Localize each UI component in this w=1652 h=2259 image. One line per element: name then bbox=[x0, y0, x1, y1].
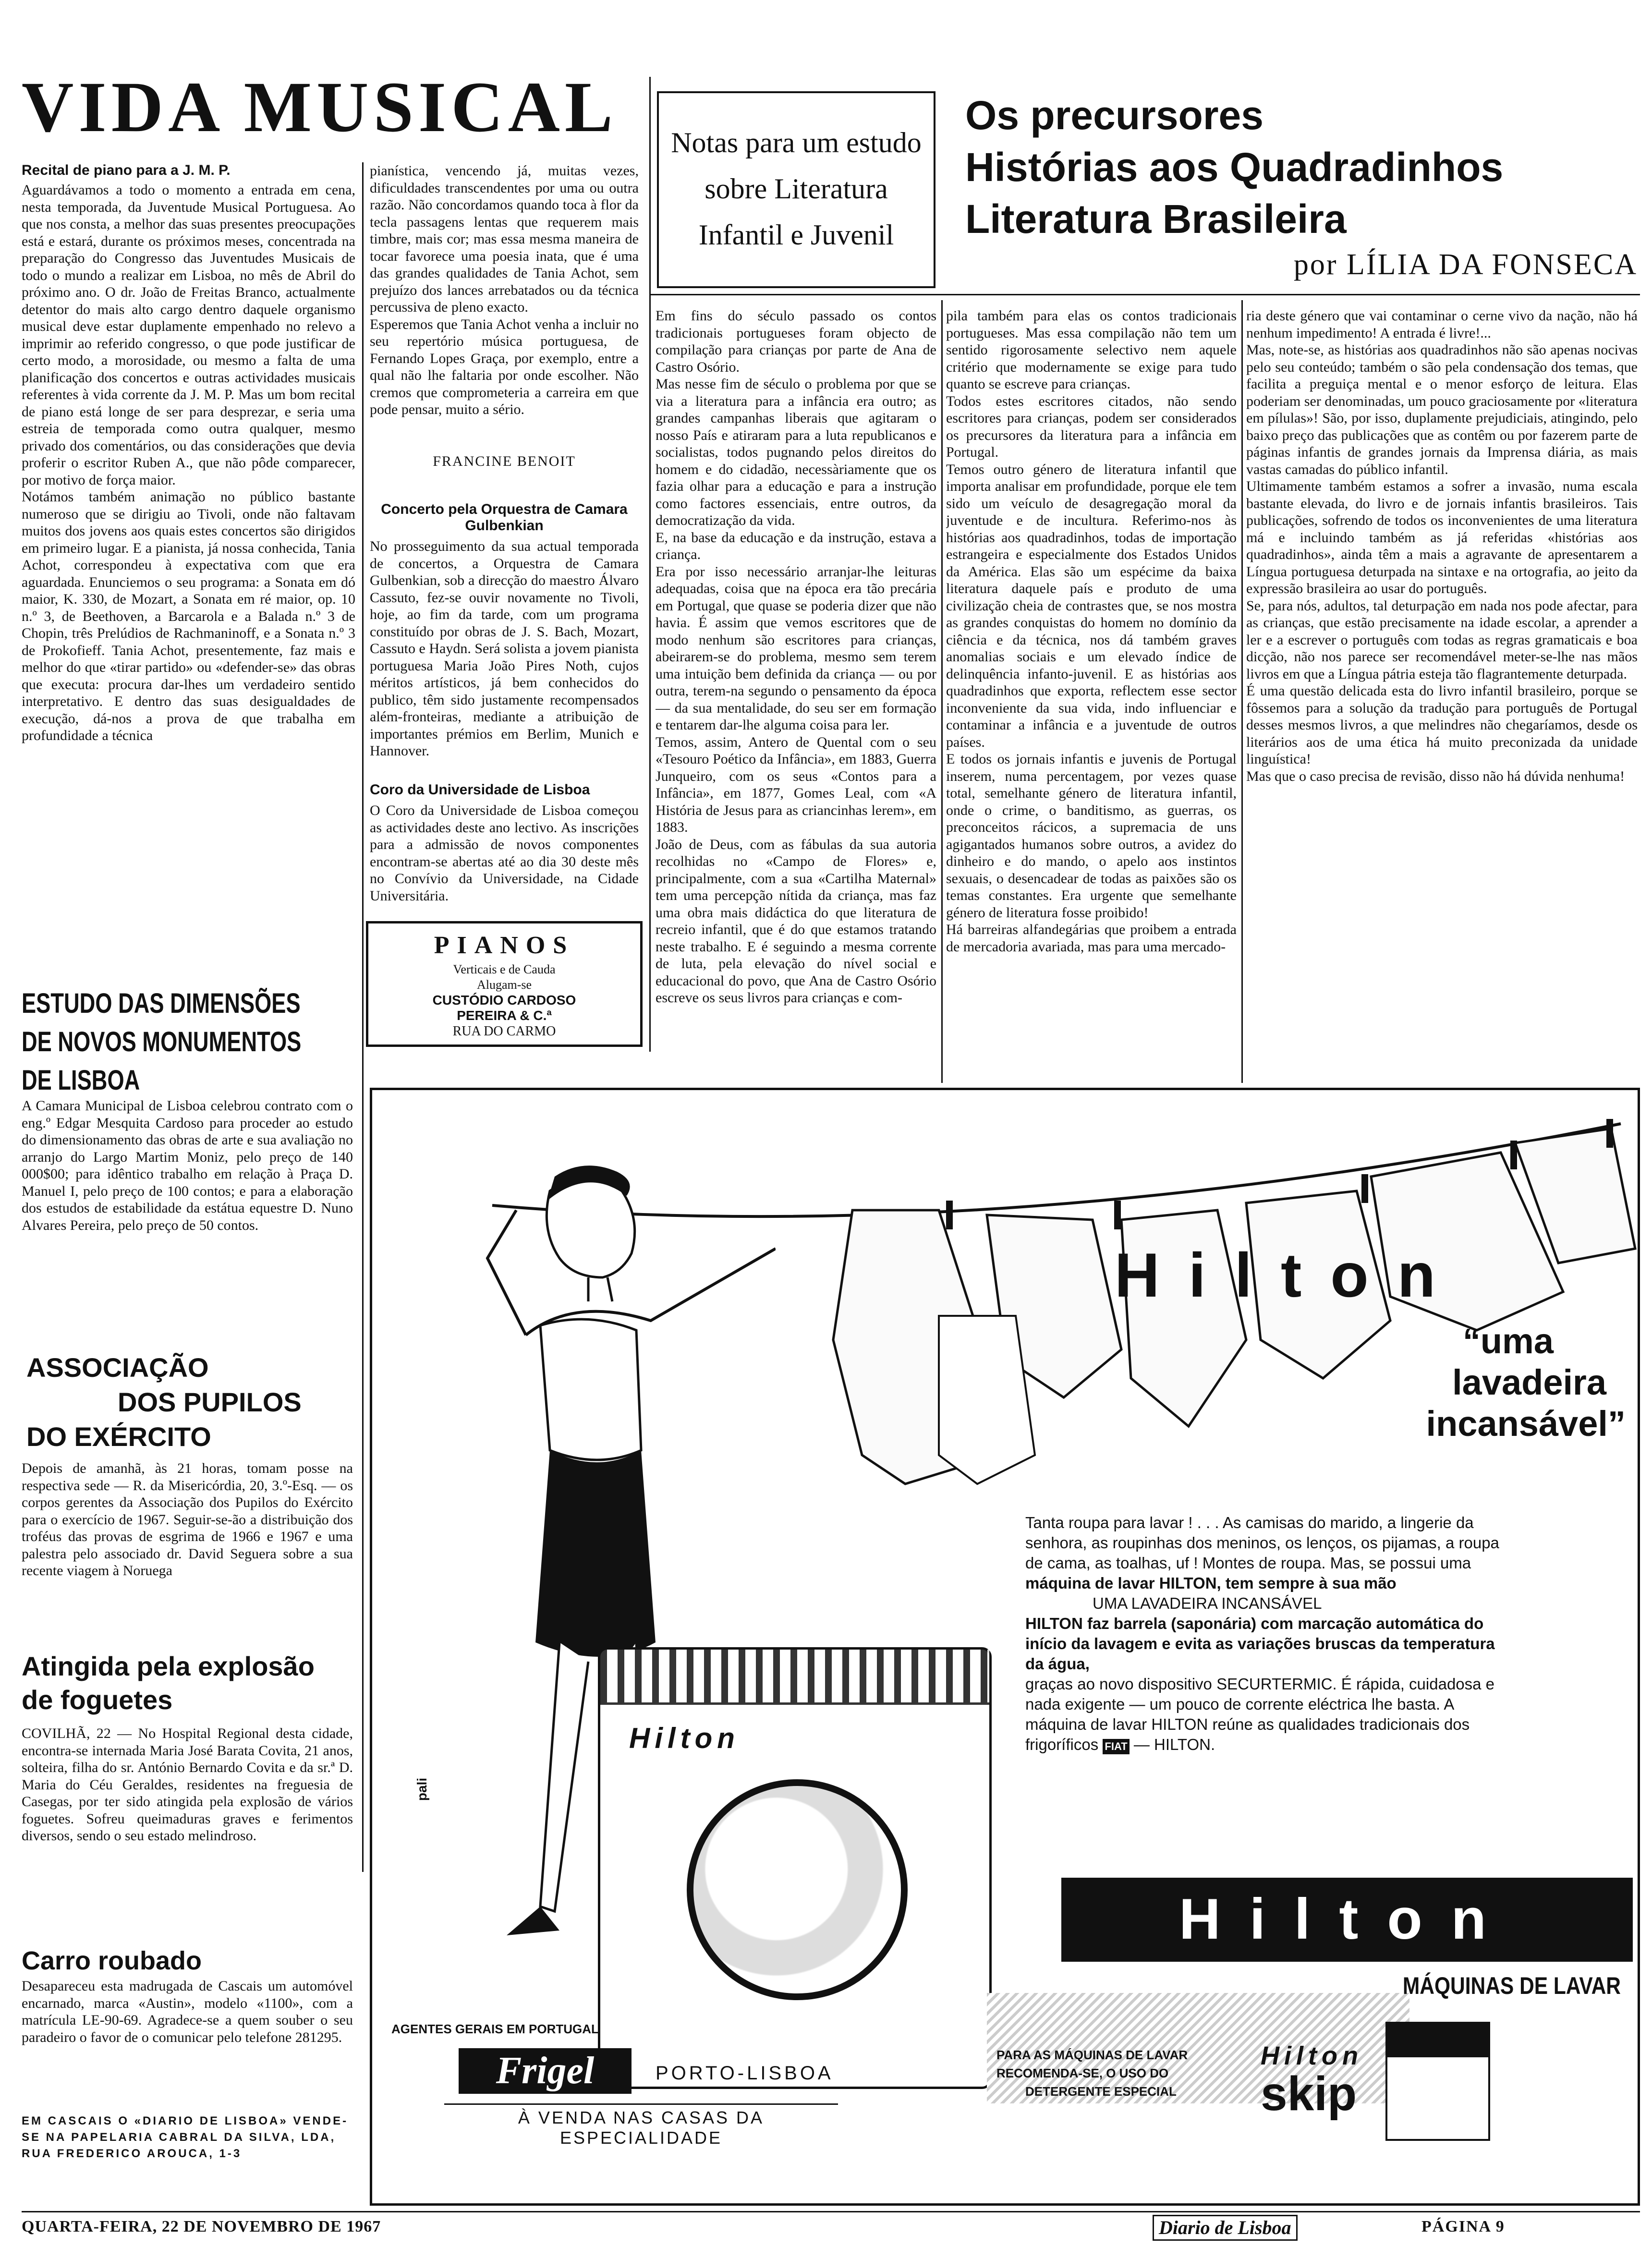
hilton-banner bbox=[1061, 1878, 1633, 1962]
notas-line2: sobre Literatura bbox=[705, 173, 888, 205]
carro-body: Desapareceu esta madrugada de Cascais um automóvel encarnado, marca «Austin», modelo «1100», com a matrícula LE-90-69. Agradece-se a quem souber o seu paradeiro o favor de o comunicar pelo telefone 281295. bbox=[22, 1978, 353, 2045]
estudo-line2: DE NOVOS MONUMENTOS bbox=[22, 1026, 302, 1057]
ad-copy bbox=[1025, 1513, 1506, 1755]
slogan-line2: lavadeira bbox=[1452, 1362, 1606, 1402]
footer-paper: Diario de Lisboa bbox=[1153, 2215, 1298, 2241]
ad-copy-5-text: graças ao novo dispositivo SECURTERMIC. É rápida, cuidadosa e nada exigente — um pouco de corrente eléctrica lhe basta. A máquina de lavar HILTON reúne as qualidades tradicionais dos frigoríficos bbox=[1025, 1675, 1495, 1753]
precursores-col3: ria deste género que vai contaminar o cerne vivo da nação, não há nenhum impedimento! A entrada é livre!... Mas, note-se, as histórias aos quadradinhos não são apenas nocivas pelo seu conteúdo; também o são pela condensação dos temas, que facilita a preguiça mental e o menor esforço de leitura. Elas poderiam ser denominadas, um pouco graciosamente por «literatura em pílulas»! São, por isso, duplamente prejudiciais, atingindo, pelo baixo preço das publicações que as contêm ou por fazerem parte de páginas infantis de grandes jornais da Imprensa diária, as mais vastas camadas do público infantil. Ultimamente também estamos a sofrer a invasão, numa escala bastante elevada, do livro e de jornais infantis brasileiros. Tais publicações, sofrendo de todos os inconvenientes de uma literatura má e incluindo também as já referidas «histórias aos quadradinhos», ainda têm a mais a agravante de apresentarem a Língua portuguesa deturpada na sintaxe e na ortografia, ao jeito da expressão brasileira ao usar do português. Se, para nós, adultos, tal deturpação em nada nos pode afectar, para as crianças, que estão precisamente na idade escolar, a aprender a ler e a escrever o português com todas as regras gramaticais e boa dicção, não nos parece ser recomendável meter-se-lhe nas mãos livros em que a Língua pátria esteja tão flagrantemente deturpada. É uma questão delicada esta do livro infantil brasileiro, porque se fôssemos para a solução da tradução para português de Portugal desses mesmos livros, a que melindres não chegaríamos, desde os literários aos de uma ética há muito preconizada da unidade linguística! Mas que o caso precisa de revisão, disso não há dúvida nenhuma! bbox=[1246, 308, 1638, 784]
estudo-headline bbox=[22, 984, 353, 1100]
col-rule-3 bbox=[941, 300, 943, 1083]
precursores-col1: Em fins do século passado os contos tradicionais portugueses foram objecto de compilação para crianças por parte de Ana de Castro Osório. Mas nesse fim de século o problema por que se via a literatura para a infância era outro; as grandes campanhas liberais que agitaram o nosso País e atiraram para a luta republicanos e socialistas, todos pugnando pelos direitos do homem e do cidadão, necessàriamente que os fazia olhar para a educação e para a instrução como factores essenciais, entre outros, da democratização da vida. E, na base da educação e da instrução, estava a criança. Era por isso necessário arranjar-lhe leituras adequadas, coisa que na época era tão precária em Portugal, que quase se poderia dizer que não havia. É assim que vemos escritores que de modo nenhum são escritores para crianças, abeirarem-se do problema, mesmo sem terem uma intuição bem definida da criança — ou por outra, terem-na segundo o pensamento da época — da sua mentalidade, do seu ser em formação e tentarem dar-lhe alguma coisa para ler. Temos, assim, Antero de Quental com o seu «Tesouro Poético da Infância», em 1883, Guerra Junqueiro, com os seus «Contos para a Infância», em 1877, Gomes Leal, com «A História de Jesus para as criancinhas lerem», em 1883. João de Deus, com as fábulas da sua autoria recolhidas no «Campo de Flores» e, principalmente, com a sua «Cartilha Maternal» tem uma percepção nítida da criança, mas faz uma obra mais didáctica do que literatura de recreio infantil, que é do que estamos tratando neste trabalho. E é seguindo a mesma corrente de luta, pela elevação do nível social e educacional do povo, que Ana de Castro Osório escreve os seus livros para crianças e com- bbox=[656, 308, 936, 1006]
ad-copy-5 bbox=[1025, 1675, 1494, 1753]
agentes-label: AGENTES GERAIS EM PORTUGAL bbox=[391, 2022, 599, 2036]
ad-copy-4: HILTON faz barrela (saponária) com marcação automática do início da lavagem e evita as variações bruscas da temperatura da água, bbox=[1025, 1615, 1495, 1673]
pupilos-headline bbox=[22, 1350, 353, 1454]
machine-door bbox=[687, 1779, 908, 2000]
peg-1 bbox=[946, 1201, 953, 1229]
vida-col2-text: pianística, vencendo já, muitas vezes, dificuldades transcendentes por uma ou outra razão. Não concordamos quando toca à flor da tecla passagens lentas que requerem mais timbre, mais cor; mas essa mesma maneira de tocar favorece uma poesia inata, que é uma das grandes qualidades de Tania Achot, sem prejuízo dos lances arrebatados ou da técnica percussiva de pleno exacto. Esperemos que Tania Achot venha a incluir no seu repertório música portuguesa, de Fernando Lopes Graça, por exemplo, entre a qual não lhe faltaria por onde escolher. Não cremos que comprometeria a carreira em que pode pensar, muito a sério. bbox=[370, 163, 639, 417]
pianos-line1: Verticais e de Cauda bbox=[453, 962, 556, 976]
slogan bbox=[1189, 1321, 1626, 1445]
estudo-body: A Camara Municipal de Lisboa celebrou contrato com o eng.º Edgar Mesquita Cardoso para proceder ao estudo do dimensionamento das obras de arte e sua avaliação no arranjo do Largo Martim Moniz, pelo preço de 140 000$00; para idêntico trabalho em relação à Praça D. Manuel I, pelo preço de 100 contos; e para a elaboração dos estudos de estabilidade da estátua equestre D. Nuno Alvares Pereira, pelo preço de 50 contos. bbox=[22, 1098, 353, 1233]
vida-sub-coro: Coro da Universidade de Lisboa bbox=[370, 782, 590, 798]
control-panel bbox=[600, 1650, 989, 1705]
footer-page: PÁGINA 9 bbox=[1421, 2218, 1505, 2235]
notas-line1: Notas para um estudo bbox=[671, 127, 922, 158]
vida-musical-title: VIDA MUSICAL bbox=[22, 67, 618, 147]
slogan-line3: incansável” bbox=[1426, 1404, 1626, 1444]
precursores-line2: Histórias aos Quadradinhos bbox=[965, 145, 1504, 190]
atingida-headline bbox=[22, 1650, 353, 1717]
peg-4 bbox=[1510, 1141, 1517, 1169]
col-rule-2 bbox=[649, 77, 651, 1052]
maquinas-label: MÁQUINAS DE LAVAR bbox=[1402, 1972, 1621, 1999]
pupilos-body: Depois de amanhã, às 21 horas, tomam posse na respectiva sede — R. da Misericórdia, 20, 3.º-Esq. — os corpos gerentes da Associação dos Pupilos do Exército para o exercício de 1967. Seguir-se-ão a distribuição dos troféus das provas de esgrima de 1966 e 1967 e uma palestra pelo associado dr. David Seguera sobre a sua recente viagem à Noruega bbox=[22, 1460, 353, 1579]
skip-copy-1: PARA AS MÁQUINAS DE LAVAR bbox=[996, 2048, 1188, 2062]
skip-box-top bbox=[1387, 2024, 1488, 2057]
cascais-notice: EM CASCAIS O «DIARIO DE LISBOA» VENDE-SE NA PAPELARIA CABRAL DA SILVA, LDA, RUA FREDERICO AROUCA, 1-3 bbox=[22, 2114, 349, 2160]
precursores-col2: pila também para elas os contos tradicionais portugueses. Mas essa compilação não tem um sentido rigorosamente selectivo nem aquele critério que modernamente se exige para tudo quanto se escreve para crianças. Todos estes escritores citados, não sendo escritores para crianças, podem ser considerados os precursores da literatura para a infância em Portugal. Temos outro género de literatura infantil que importa analisar em profundidade, porque ele tem sido um veículo de desagregação moral da juventude e de incultura. Referimo-nos às histórias aos quadradinhos, todas de importação estrangeira e especialmente dos Estados Unidos da América. Elas são um espécime da baixa literatura daquele país e produto de uma civilização cheia de contrastes que, se nos mostra as grandes conquistas do homem no domínio da ciência e da técnica, nos dá também graves anomalias sociais e um elevado índice de delinquência infanto-juvenil. E as histórias aos quadradinhos que exporta, reflectem esse sector inconveniente da sua vida, indo influenciar e contaminar a infância e a juventude de outros países. E todos os jornais infantis e juvenis de Portugal inserem, numa percentagem, por vezes quase total, semelhante género de literatura infantil, onde o crime, o banditismo, as guerras, os preconceitos rácicos, a supremacia de uns agigantados humanos sobre outros, a avidez do dinheiro e do mando, o apelo aos instintos sexuais, o desencadear de todas as paixões são os temas constantes. Era urgente que semelhante género de literatura fosse proibido! Há barreiras alfandegárias que proibem a entrada de mercadoria avariada, mas para uma mercado- bbox=[946, 308, 1237, 955]
precursores-rule bbox=[651, 294, 1640, 295]
pupilos-line3: DO EXÉRCITO bbox=[26, 1421, 211, 1452]
skip-logo: skip bbox=[1261, 2067, 1357, 2121]
banner-brand: Hilton bbox=[1179, 1887, 1515, 1951]
slogan-line1: “uma bbox=[1462, 1321, 1554, 1361]
peg-2 bbox=[1114, 1201, 1121, 1229]
skip-hilton: Hilton bbox=[1261, 2041, 1363, 2070]
vida-signature: FRANCINE BENOIT bbox=[433, 453, 576, 469]
vida-col2c-text: O Coro da Universidade de Lisboa começou as actividades deste ano lectivo. As inscrições para a admissão de novos componentes encontram-se abertas até ao dia 30 deste mês no Convívio da Universidade, na Cidade Universitária. bbox=[370, 802, 639, 904]
pianos-line5: RUA DO CARMO bbox=[452, 1024, 556, 1039]
precursores-line1: Os precursores bbox=[965, 93, 1263, 138]
pianos-line4: PEREIRA & C.ª bbox=[457, 1008, 552, 1023]
estudo-line1: ESTUDO DAS DIMENSÕES bbox=[22, 988, 301, 1019]
pianos-line3: CUSTÓDIO CARDOSO bbox=[432, 993, 576, 1008]
ad-copy-1: Tanta roupa para lavar ! . . . As camisas do marido, a lingerie da senhora, as roupinhas dos meninos, os lenços, os pijamas, a roupa de cama, as toalhas, uf ! Montes de roupa. Mas, se possui uma bbox=[1025, 1514, 1499, 1572]
pali-signature: pali bbox=[414, 1777, 430, 1801]
washing-machine bbox=[598, 1647, 992, 2089]
skip-copy-2: RECOMENDA-SE, O USO DO bbox=[996, 2066, 1169, 2080]
frigel-logo: Frigel bbox=[459, 2048, 632, 2094]
fiat-badge: FIAT bbox=[1103, 1739, 1129, 1754]
ad-copy-6: — HILTON. bbox=[1133, 1736, 1215, 1753]
machine-brand: Hilton bbox=[629, 1722, 740, 1754]
skip-copy-3: DETERGENTE ESPECIAL bbox=[1025, 2084, 1177, 2099]
vida-col2b-text: No prosseguimento da sua actual temporada de concertos, a Orquestra de Camara Gulbenkian, sob a direcção do maestro Álvaro Cassuto, fez-se ouvir novamente no Tivoli, hoje, ao fim da tarde, com um programa constituído por obras de J. S. Bach, Mozart, Cassuto e Haydn. Será solista a jovem pianista portuguesa Maria João Pires Noth, cujos méritos artísticos, já bem conhecidos do publico, têm sido justamente recompensados além-fronteiras, mediante a atribuição de importantes prémios em Berlim, Munich e Hannover. bbox=[370, 538, 639, 759]
ad-copy-2: máquina de lavar HILTON, tem sempre à sua mão bbox=[1025, 1574, 1397, 1592]
footer-date: QUARTA-FEIRA, 22 DE NOVEMBRO DE 1967 bbox=[22, 2218, 381, 2235]
precursores-byline: por LÍLIA DA FONSECA bbox=[1293, 248, 1638, 281]
carro-title: Carro roubado bbox=[22, 1946, 202, 1975]
vida-sub-gulbenkian: Concerto pela Orquestra de Camara Gulbenkian bbox=[381, 501, 628, 534]
footer-rule bbox=[22, 2211, 1640, 2212]
pupilos-line1: ASSOCIAÇÃO bbox=[26, 1352, 209, 1383]
col-rule-4 bbox=[1241, 300, 1243, 1083]
atingida-body: COVILHÃ, 22 — No Hospital Regional desta cidade, encontra-se internada Maria José Barata Covita, 21 anos, solteira, filha do sr. António Bernardo Covita e da sr.ª D. Maria do Céu Geraldes, residentes na freguesia de Casegas, por ter sido atingida pela explosão de vários foguetes. Sofreu queimaduras graves e ferimentos diversos, sendo o seu estado melindroso. bbox=[22, 1725, 353, 1844]
col-rule-1 bbox=[362, 162, 364, 1872]
ad-copy-3: UMA LAVADEIRA INCANSÁVEL bbox=[1093, 1594, 1322, 1612]
pianos-ad bbox=[366, 921, 643, 1047]
pianos-line2: Alugam-se bbox=[476, 978, 532, 992]
venda-label: À VENDA NAS CASAS DA ESPECIALIDADE bbox=[444, 2103, 838, 2148]
notas-line3: Infantil e Juvenil bbox=[698, 219, 894, 251]
atingida-line1: Atingida pela explosão bbox=[22, 1651, 315, 1681]
porto-lisboa: PORTO-LISBOA bbox=[656, 2063, 834, 2084]
precursores-line3: Literatura Brasileira bbox=[965, 196, 1347, 242]
hilton-ad bbox=[370, 1088, 1640, 2206]
pupilos-line2: DOS PUPILOS bbox=[118, 1387, 302, 1417]
skip-copy bbox=[996, 2046, 1246, 2101]
pianos-title: PIANOS bbox=[434, 932, 575, 959]
peg-5 bbox=[1606, 1119, 1613, 1148]
hilton-logo: Hilton bbox=[1114, 1240, 1465, 1310]
peg-3 bbox=[1361, 1174, 1368, 1203]
notas-box bbox=[657, 91, 935, 288]
vida-sub-recital: Recital de piano para a J. M. P. bbox=[22, 162, 231, 178]
skip-box bbox=[1385, 2022, 1490, 2141]
atingida-line2: de foguetes bbox=[22, 1685, 173, 1715]
vida-col1-text: Aguardávamos a todo o momento a entrada em cena, nesta temporada, da Juventude Musical Portuguesa. Ao que nos consta, a melhor das suas presentes preocupações está e estará, durante os próximos meses, concentrada na preparação do Congresso das Juventudes Musicais de todo o mundo a realizar em Lisboa, no mês de Abril do próximo ano. O dr. João de Freitas Branco, actualmente detentor do mais alto cargo dentro daquele organismo musical deve estar duplamente empenhado no relevo a imprimir ao referido congresso, o que pode justificar de certo modo, a morosidade, ou mesmo a falta de uma planificação dos concertos e outras actividades musicais referentes à vida corrente da J. M. P. Mas um bom recital de piano está longe de ser para desprezar, e seria uma estreia de temporada como outra qualquer, mesmo privado dos comentários, ou das considerações que devia proferir o escritor Ruben A., que não pôde comparecer, por motivo de força maior. Notámos também animação no público bastante numeroso que se dirigiu ao Tivoli, onde não faltavam muitos dos jovens aos quais estes concertos são dirigidos em primeiro lugar. E a pianista, já nossa conhecida, Tania Achot, correspondeu à expectativa com que era aguardada. Enunciemos o seu programa: a Sonata em dó maior, K. 330, de Mozart, a Sonata em ré maior, op. 10 n.º 3, de Beethoven, a Barcarola e a Balada n.º 3 de Chopin, três Prelúdios de Rachmaninoff, e a Sonata n.º 3 de Prokofieff. Tania Achot, presentemente, faz mais e melhor do que «tirar partido» ou «defender-se» das obras que executa: procura dar-lhes um verdadeiro sentido interpretativo. E dentro das suas desigualdades de execução, dá-nos a prova de que trabalha em profundidade a técnica bbox=[22, 182, 355, 743]
estudo-line3: DE LISBOA bbox=[22, 1065, 140, 1096]
